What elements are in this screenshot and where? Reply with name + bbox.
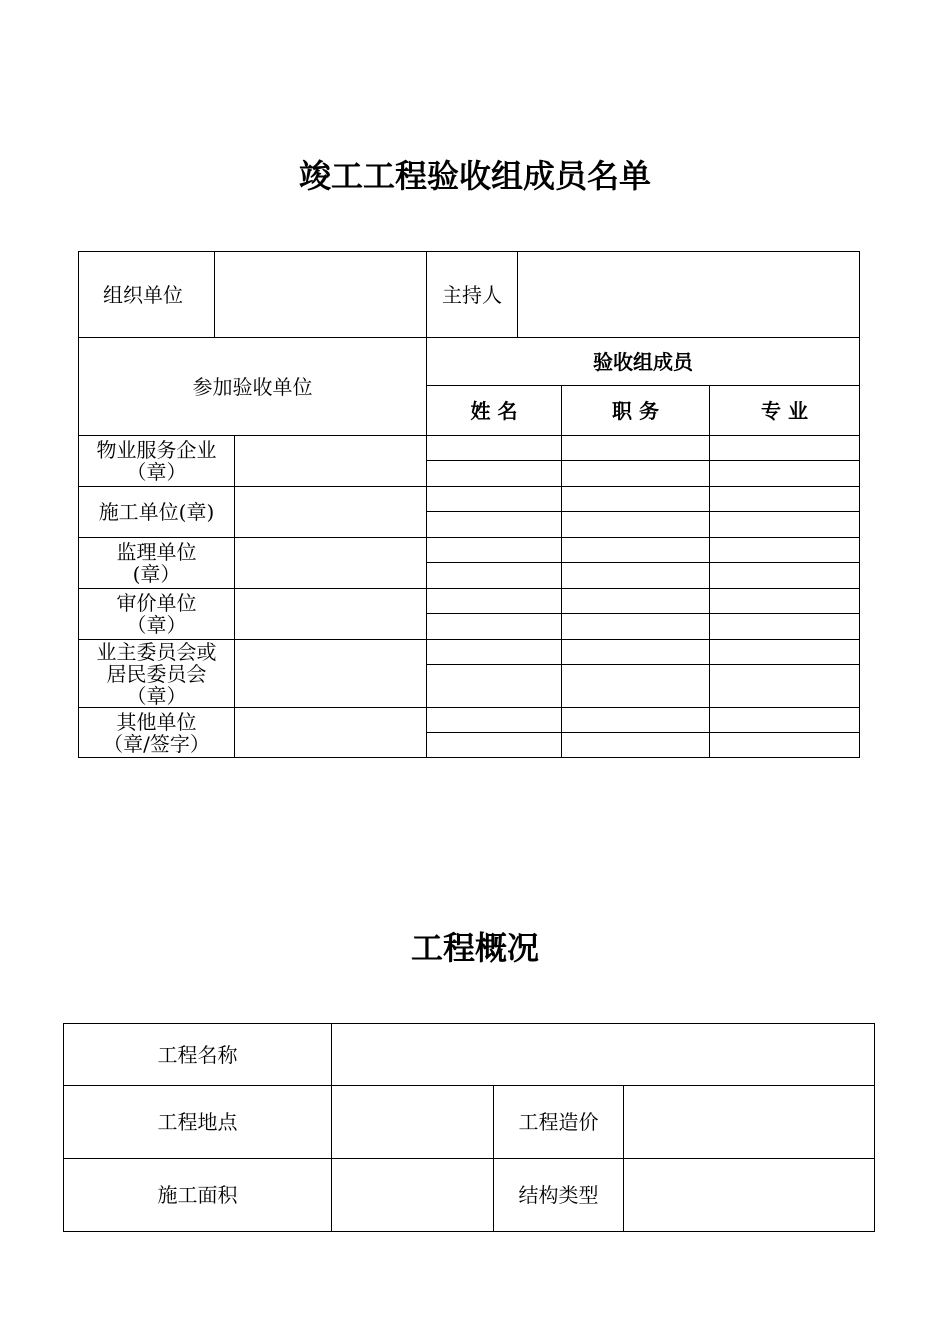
unit-seal-field[interactable] [235, 538, 427, 589]
members-table [78, 251, 860, 758]
member-position-cell[interactable] [562, 436, 710, 461]
project-name-label: 工程名称 [64, 1024, 332, 1086]
overview-form-title: 工程概况 [410, 929, 539, 967]
member-position-cell[interactable] [562, 614, 710, 640]
column-specialty-header: 专 业 [710, 386, 860, 436]
unit-label-other [79, 708, 235, 758]
member-specialty-cell[interactable] [710, 614, 860, 640]
project-location-field[interactable] [332, 1086, 494, 1159]
unit-label-line: 居民委员会 [106, 661, 207, 686]
member-specialty-cell[interactable] [710, 640, 860, 665]
member-name-cell[interactable] [427, 538, 562, 563]
column-name-header: 姓 名 [427, 386, 562, 436]
unit-seal-field[interactable] [235, 708, 427, 758]
member-specialty-cell[interactable] [710, 512, 860, 538]
unit-label-property [79, 436, 235, 487]
member-specialty-cell[interactable] [710, 665, 860, 708]
unit-label-line: 监理单位 [116, 540, 197, 564]
unit-label-line: （章） [126, 613, 187, 637]
unit-label-line: 业主委员会或 [96, 639, 217, 664]
construction-area-field[interactable] [332, 1159, 494, 1232]
member-specialty-cell[interactable] [710, 436, 860, 461]
member-position-cell[interactable] [562, 461, 710, 487]
unit-label-line: 物业服务企业 [96, 438, 217, 462]
participating-units-label: 参加验收单位 [79, 338, 427, 436]
member-specialty-cell[interactable] [710, 487, 860, 512]
member-name-cell[interactable] [427, 512, 562, 538]
member-position-cell[interactable] [562, 538, 710, 563]
unit-label-audit [79, 589, 235, 640]
group-members-header: 验收组成员 [427, 338, 860, 386]
member-specialty-cell[interactable] [710, 538, 860, 563]
unit-label-line: 审价单位 [116, 591, 197, 615]
unit-label-line: 施工单位(章) [98, 500, 215, 524]
structure-type-field[interactable] [624, 1159, 875, 1232]
member-name-cell[interactable] [427, 665, 562, 708]
member-position-cell[interactable] [562, 563, 710, 589]
member-position-cell[interactable] [562, 589, 710, 614]
members-form-title: 竣工工程验收组成员名单 [298, 157, 651, 195]
unit-seal-field[interactable] [235, 487, 427, 538]
host-field[interactable] [518, 252, 860, 338]
structure-type-label: 结构类型 [494, 1159, 624, 1232]
unit-label-line: (章） [132, 562, 181, 586]
unit-label-supervision [79, 538, 235, 589]
member-position-cell[interactable] [562, 512, 710, 538]
project-location-label: 工程地点 [64, 1086, 332, 1159]
member-name-cell[interactable] [427, 461, 562, 487]
member-position-cell[interactable] [562, 733, 710, 758]
project-cost-field[interactable] [624, 1086, 875, 1159]
overview-table [63, 1023, 875, 1232]
member-position-cell[interactable] [562, 665, 710, 708]
member-position-cell[interactable] [562, 640, 710, 665]
member-specialty-cell[interactable] [710, 589, 860, 614]
unit-label-line: （章） [126, 683, 187, 708]
member-name-cell[interactable] [427, 733, 562, 758]
unit-label-owners-committee [79, 640, 235, 708]
member-position-cell[interactable] [562, 487, 710, 512]
org-unit-label: 组织单位 [79, 252, 215, 338]
member-name-cell[interactable] [427, 614, 562, 640]
host-label: 主持人 [427, 252, 518, 338]
member-name-cell[interactable] [427, 487, 562, 512]
member-name-cell[interactable] [427, 563, 562, 589]
unit-label-construction [79, 487, 235, 538]
column-position-header: 职 务 [562, 386, 710, 436]
member-name-cell[interactable] [427, 640, 562, 665]
construction-area-label: 施工面积 [64, 1159, 332, 1232]
unit-label-line: （章） [126, 460, 187, 484]
unit-seal-field[interactable] [235, 640, 427, 708]
member-name-cell[interactable] [427, 436, 562, 461]
unit-seal-field[interactable] [235, 589, 427, 640]
unit-label-line: （章/签字） [103, 731, 210, 756]
member-specialty-cell[interactable] [710, 733, 860, 758]
member-position-cell[interactable] [562, 708, 710, 733]
unit-label-line: 其他单位 [116, 709, 197, 734]
member-name-cell[interactable] [427, 708, 562, 733]
project-cost-label: 工程造价 [494, 1086, 624, 1159]
org-unit-field[interactable] [215, 252, 427, 338]
member-specialty-cell[interactable] [710, 563, 860, 589]
member-specialty-cell[interactable] [710, 708, 860, 733]
unit-seal-field[interactable] [235, 436, 427, 487]
project-name-field[interactable] [332, 1024, 875, 1086]
member-name-cell[interactable] [427, 589, 562, 614]
member-specialty-cell[interactable] [710, 461, 860, 487]
